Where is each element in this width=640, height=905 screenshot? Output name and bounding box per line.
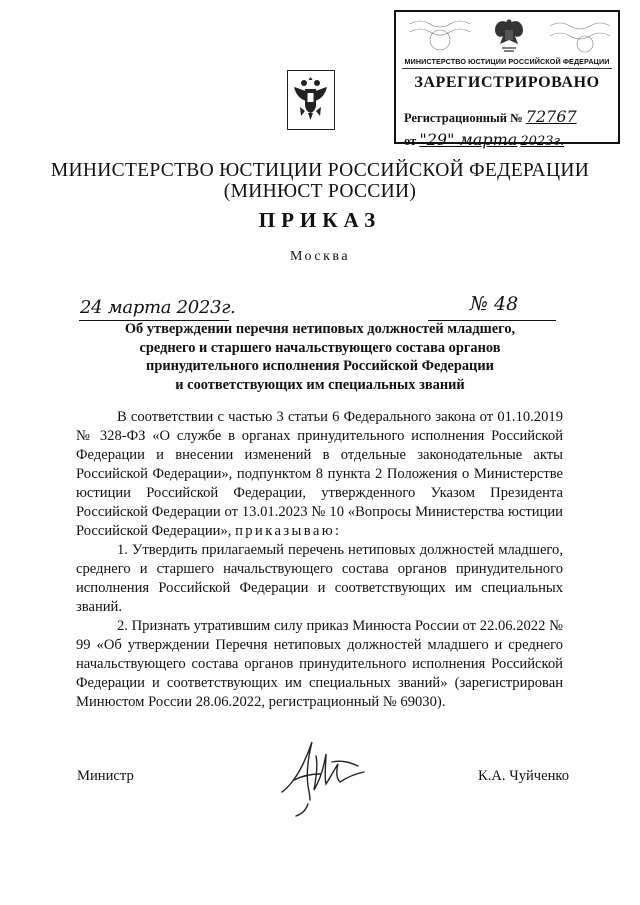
stamp-date-year: 2023г. [520, 134, 565, 149]
signatory-position: Министр [77, 768, 134, 784]
title-line: среднего и старшего начальствующего состава органов [139, 339, 501, 356]
stamp-reg-number: 72767 [525, 107, 577, 126]
stamp-date-prefix: от [404, 134, 417, 148]
city: Москва [289, 249, 351, 264]
stamp-registration-number-row [404, 107, 577, 126]
order-body [76, 408, 563, 712]
stamp-reg-label: Регистрационный № [404, 111, 523, 125]
stamp-registered-label: ЗАРЕГИСТРИРОВАНО [414, 74, 600, 91]
order-title [70, 320, 570, 394]
order-word: приказываю: [235, 523, 342, 539]
stamp-emblem-seal [400, 16, 614, 56]
title-line: Об утверждении перечня нетиповых должностей младшего, [124, 321, 516, 337]
clause-1: 1. Утвердить прилагаемый перечень нетиповых должностей младшего, среднего и старшего начальствующего состава органов принудительного исполнения Российской Федерации и соответствующих им специальных званий. [76, 542, 563, 615]
stamp-ministry-name: МИНИСТЕРСТВО ЮСТИЦИИ РОССИЙСКОЙ ФЕДЕРАЦИИ [404, 57, 610, 66]
title-line: принудительного исполнения Российской Федерации [146, 358, 494, 375]
signatory-name: К.А. Чуйченко [478, 768, 570, 784]
document-type: ПРИКАЗ [258, 208, 382, 232]
preamble-paragraph [76, 408, 563, 541]
registration-stamp [394, 10, 620, 149]
stamp-date-row [404, 130, 564, 149]
stamp-date-value: "29" марта [419, 130, 518, 149]
coat-of-arms-icon [287, 70, 335, 130]
stamp-divider [402, 68, 612, 69]
ministry-short-name: (МИНЮСТ РОССИИ) [223, 181, 417, 202]
ministry-heading [0, 160, 640, 202]
ministry-name: МИНИСТЕРСТВО ЮСТИЦИИ РОССИЙСКОЙ ФЕДЕРАЦИИ [50, 160, 590, 181]
handwritten-date: 24 марта 2023г. [80, 297, 236, 318]
preamble-text: В соответствии с частью 3 статьи 6 Федерального закона от 01.10.2019 № 328-ФЗ «О службе в органах принудительного исполнения Российской Федерации и внесении изменений в отдельные законодательные акты Российской Федерации», подпунктом 8 пункта 2 Положения о Министерстве юстиции Российской Федерации, утвержденного Указом Президента Российской Федерации от 13.01.2023 № 10 «Вопросы Министерства юстиции Российской Федерации», [76, 409, 563, 539]
handwritten-number: № 48 [470, 293, 519, 315]
signature-image [272, 732, 382, 827]
title-line: и соответствующих им специальных званий [175, 376, 465, 393]
clause-2: 2. Признать утратившим силу приказ Минюста России от 22.06.2022 № 99 «Об утверждении Перечня нетиповых должностей младшего и среднего начальствующего состава органов принудительного исполнения Российской Федерации и соответствующих им специальных званий» (зарегистрирован Минюстом России 28.06.2022, регистрационный № 69030). [76, 618, 563, 710]
